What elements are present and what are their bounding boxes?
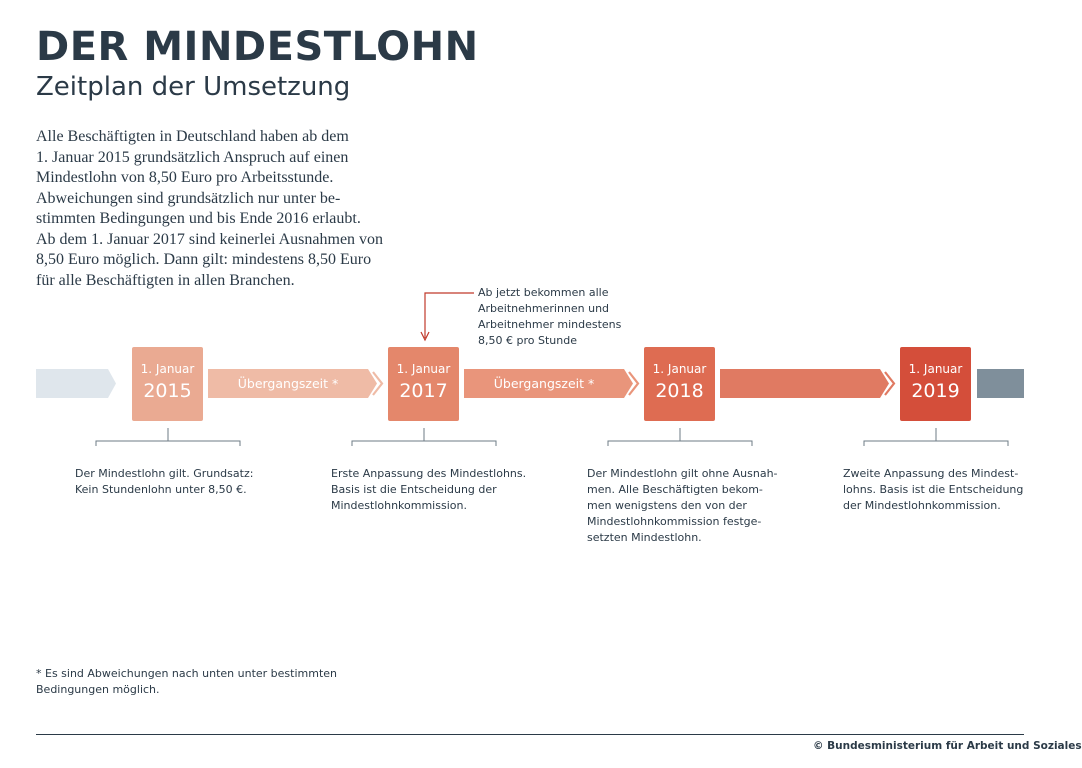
callout-arrow	[416, 288, 476, 344]
milestone-2017	[388, 347, 459, 421]
milestone-2019	[900, 347, 971, 421]
timeline-lead-bar	[36, 369, 118, 398]
desc-line: Mindestlohnkommission.	[331, 499, 467, 512]
footnote	[36, 666, 337, 698]
footnote-line: Bedingungen möglich.	[36, 683, 160, 696]
callout-text	[478, 285, 621, 349]
timeline-trail-bar	[977, 369, 1024, 398]
milestone-year: 2015	[143, 380, 192, 402]
milestone-desc-2017	[331, 466, 526, 514]
timeline-bar-3	[720, 369, 896, 398]
desc-line: Mindestlohnkommission festge-	[587, 515, 762, 528]
page-subtitle: Zeitplan der Umsetzung	[36, 72, 351, 102]
desc-line: Kein Stundenlohn unter 8,50 €.	[75, 483, 247, 496]
milestone-year: 2017	[399, 380, 448, 402]
milestone-desc-2018	[587, 466, 778, 546]
intro-line: 8,50 Euro möglich. Dann gilt: mindestens 8,50 Euro	[36, 251, 372, 268]
intro-line: Alle Beschäftigten in Deutschland haben ab dem	[36, 128, 349, 145]
milestone-day: 1. Januar	[908, 362, 963, 376]
milestone-year: 2018	[655, 380, 704, 402]
desc-line: lohns. Basis ist die Entscheidung	[843, 483, 1024, 496]
milestone-year: 2019	[911, 380, 960, 402]
transition-label-2: Übergangszeit *	[493, 376, 595, 391]
transition-label-1: Übergangszeit *	[237, 376, 339, 391]
milestone-desc-2015	[75, 466, 253, 498]
bracket-2019	[862, 426, 1012, 448]
intro-line: 1. Januar 2015 grundsätzlich Anspruch auf einen	[36, 148, 349, 166]
intro-line: stimmten Bedingungen und bis Ende 2016 erlaubt.	[36, 210, 361, 227]
desc-line: der Mindestlohnkommission.	[843, 499, 1001, 512]
desc-line: Basis ist die Entscheidung der	[331, 483, 497, 496]
desc-line: Erste Anpassung des Mindestlohns.	[331, 467, 527, 480]
page-title: DER MINDESTLOHN	[36, 24, 479, 70]
milestone-desc-2019	[843, 466, 1023, 514]
desc-line: Der Mindestlohn gilt. Grundsatz:	[75, 467, 254, 480]
intro-line: Abweichungen sind grundsätzlich nur unter be-	[36, 189, 341, 207]
milestone-2018	[644, 347, 715, 421]
intro-line: für alle Beschäftigten in allen Branchen.	[36, 271, 295, 289]
bracket-2017	[350, 426, 500, 448]
intro-paragraph	[36, 127, 416, 291]
intro-line: Ab dem 1. Januar 2017 sind keinerlei Ausnahmen von	[36, 230, 384, 248]
milestone-day: 1. Januar	[652, 362, 707, 376]
intro-line: Mindestlohn von 8,50 Euro pro Arbeitsstunde.	[36, 169, 334, 186]
milestone-day: 1. Januar	[140, 362, 195, 376]
copyright-notice: © Bundesministerium für Arbeit und Soziales	[813, 740, 1082, 752]
desc-line: men wenigstens den von der	[587, 499, 747, 512]
milestone-day: 1. Januar	[396, 362, 451, 376]
callout-line: Arbeitnehmer mindestens	[478, 318, 622, 331]
desc-line: men. Alle Beschäftigten bekom-	[587, 483, 763, 496]
bracket-2018	[606, 426, 756, 448]
bracket-2015	[94, 426, 244, 448]
callout-line: Arbeitnehmerinnen und	[478, 302, 610, 315]
desc-line: Der Mindestlohn gilt ohne Ausnah-	[587, 467, 778, 480]
callout-line: Ab jetzt bekommen alle	[478, 286, 609, 299]
milestone-2015	[132, 347, 203, 421]
callout-line: 8,50 € pro Stunde	[478, 334, 577, 347]
footnote-line: * Es sind Abweichungen nach unten unter bestimmten	[36, 667, 338, 680]
footer-divider	[36, 734, 1024, 735]
desc-line: Zweite Anpassung des Mindest-	[843, 467, 1019, 480]
desc-line: setzten Mindestlohn.	[587, 531, 702, 544]
